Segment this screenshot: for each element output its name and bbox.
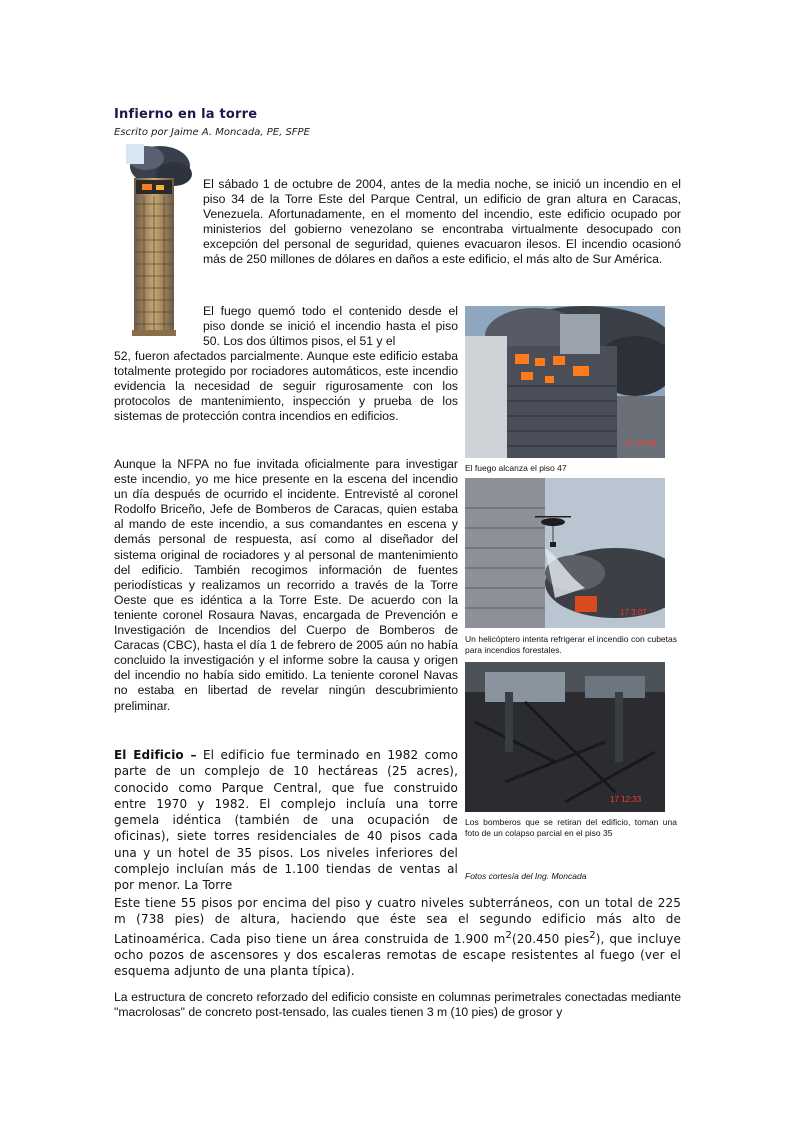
- paragraph-structure: La estructura de concreto reforzado del edificio consiste en columnas perimetrales conectadas mediante "macrolosas" de concreto post-tensado, las cuales tienen 3 m (10 pies) de grosor y: [114, 990, 681, 1020]
- article-title: Infierno en la torre: [114, 107, 258, 122]
- photo-helicopter: [465, 478, 665, 628]
- paragraph-5-text-1: Este tiene 55 pisos por encima del piso y cuatro niveles subterráneos, con un total de 225 m (738 pies) de altura, haciendo que éste sea el segundo edificio más alto de Latinoamérica. Cada piso tiene un área construida de 1.900 m: [114, 896, 681, 946]
- photo-3-timestamp: 17 12:33: [610, 795, 642, 804]
- photo-collapse-floor-35: [465, 662, 665, 812]
- superscript-2b: 2: [589, 929, 596, 941]
- paragraph-5-text-2: (20.450 pies: [511, 931, 590, 946]
- paragraph-building-text: El edificio fue terminado en 1982 como parte de un complejo de 10 hectáreas (25 acres), conocido como Parque Central, que fue construido entre 1970 y 1982. El complejo incluía una torre gemela idéntica (también de una ocupación de oficinas), siete torres residenciales de 40 pisos cada una y un hotel de 35 pisos. Los niveles inferiores del complejo incluían más de 1.100 tiendas de ventas al por menor. La Torre: [114, 748, 459, 893]
- burning-tower-illustration: [116, 144, 196, 336]
- section-heading: El Edificio –: [114, 748, 197, 762]
- photo-1-timestamp: 17 15:08: [625, 439, 657, 448]
- photo-credit: Fotos cortesía del Ing. Moncada: [465, 871, 587, 881]
- paragraph-building: [114, 747, 458, 894]
- photo-3-caption: Los bomberos que se retiran del edificio, toman una foto de un colapso parcial en el piso 35: [465, 817, 677, 838]
- photo-1-caption: El fuego alcanza el piso 47: [465, 463, 567, 473]
- paragraph-5-text-3: ), que incluye ocho pozos de ascensores y dos escaleras remotas de escape resistentes al fuego (ver el esquema adjunto de una planta típica).: [114, 931, 681, 979]
- photo-2-caption: Un helicóptero intenta refrigerar el incendio con cubetas para incendios forestales.: [465, 634, 677, 655]
- paragraph-investigation: Aunque la NFPA no fue invitada oficialmente para investigar este incendio, yo me hice presente en la escena del incendio un día después de ocurrido el incidente. Entrevisté al coronel Rodolfo Briceño, Jefe de Bomberos de Caracas, quien estaba al mando de este incendio, a sus comandantes en escena y demás personal de respuesta, así como al diseñador del sistema original de rociadores y al personal de mantenimiento del edificio. También recogimos información de fuentes periodísticas y realizamos un recorrido a través de la Torre Oeste que es idéntica a la Torre Este. De acuerdo con la teniente coronel Rosaura Navas, encargada de Prevención e Investigación de Incendios del Cuerpo de Bomberos de Caracas (CBC), hasta el día 1 de febrero de 2005 aún no había concluido la investigación y el informe sobre la causa y origen del incendio no había sido emitido. La teniente coronel Navas no estaba en libertad de revelar ningún descubrimiento preliminar.: [114, 457, 458, 713]
- superscript-2: 2: [505, 929, 512, 941]
- article-author: Escrito por Jaime A. Moncada, PE, SFPE: [114, 127, 310, 138]
- photo-fire-floor-47: [465, 306, 665, 458]
- paragraph-fire-extent-part2: 52, fueron afectados parcialmente. Aunque este edificio estaba totalmente protegido por rociadores automáticos, este incendio evidencia la necesidad de seguir rigurosamente con los protocolos de mantenimiento, inspección y prueba de los sistemas de protección contra incendios en edificios.: [114, 349, 458, 424]
- paragraph-building-continued: [114, 895, 681, 979]
- paragraph-intro: El sábado 1 de octubre de 2004, antes de la media noche, se inició un incendio en el piso 34 de la Torre Este del Parque Central, un edificio de gran altura en Caracas, Venezuela. Afortunadamente, en el momento del incendio, este edificio ocupado por ministerios del gobierno venezolano se encontraba virtualmente desocupado con excepción del personal de seguridad, quienes evacuaron ilesos. El incendio ocasionó más de 250 millones de dólares en daños a este edificio, el más alto de Sur América.: [203, 177, 681, 267]
- paragraph-fire-extent-part1: El fuego quemó todo el contenido desde el piso donde se inició el incendio hasta el piso 50. Los dos últimos pisos, el 51 y el: [203, 304, 458, 349]
- photo-2-timestamp: 17 3:07: [620, 608, 647, 617]
